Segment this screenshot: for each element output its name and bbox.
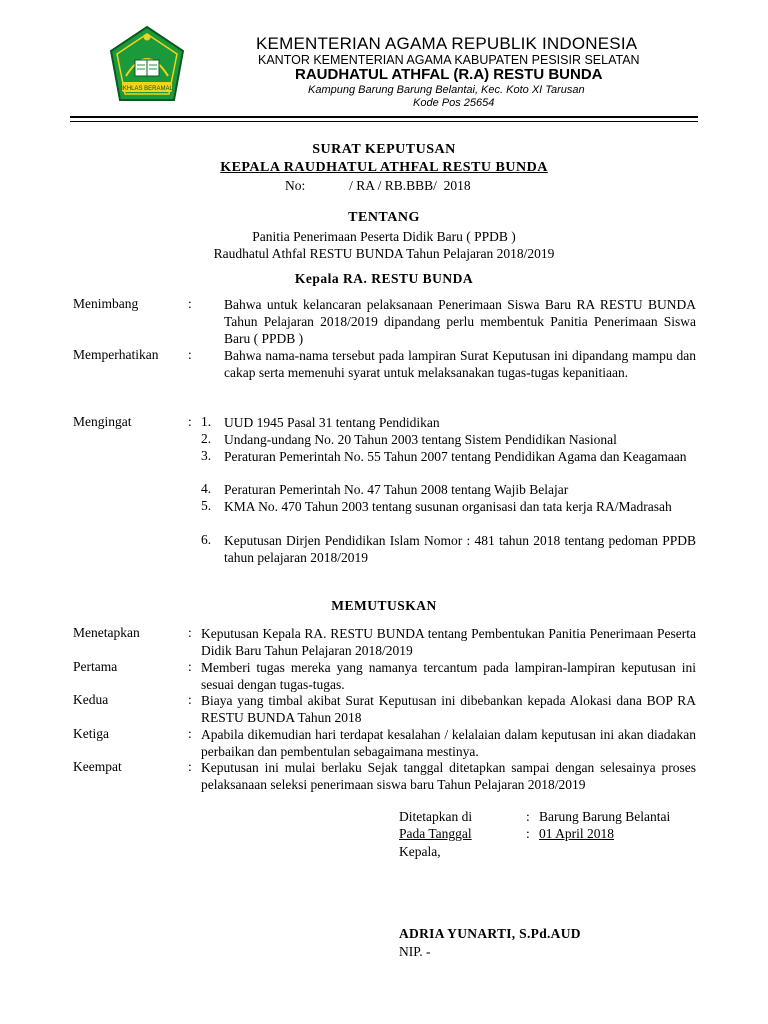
decision-label: Pertama — [73, 659, 118, 674]
office-name: KANTOR KEMENTERIAN AGAMA KABUPATEN PESISIR SELATAN — [258, 53, 640, 67]
header-rule-thin — [70, 121, 698, 122]
about-heading: TENTANG — [348, 210, 420, 225]
mengingat-item: KMA No. 470 Tahun 2003 tentang susunan organisasi dan tata kerja RA/Madrasah — [224, 499, 672, 514]
date-label: Pada Tanggal : — [399, 826, 530, 841]
mengingat-item-num: 2. — [201, 431, 212, 446]
mengingat-item: Peraturan Pemerintah No. 47 Tahun 2008 tentang Wajib Belajar — [224, 482, 569, 497]
mengingat-colon: : — [188, 414, 192, 429]
decision-colon: : — [188, 659, 192, 674]
mengingat-item: UUD 1945 Pasal 31 tentang Pendidikan — [224, 415, 440, 430]
school-postcode: Kode Pos 25654 — [413, 97, 495, 109]
document-subtitle: KEPALA RAUDHATUL ATHFAL RESTU BUNDA — [220, 160, 548, 175]
mengingat-label: Mengingat — [73, 414, 132, 429]
decision-heading: MEMUTUSKAN — [331, 598, 437, 613]
place-value: Barung Barung Belantai — [539, 809, 671, 824]
decision-text: Keputusan ini mulai berlaku Sejak tanggal ditetapkan sampai dengan selesainya proses pelaksanaan seleksi penerimaan siswa baru Tahun Pelajaran 2018/2019 — [201, 760, 696, 792]
signer-name: ADRIA YUNARTI, S.Pd.AUD — [399, 926, 581, 941]
place-colon: : — [526, 809, 530, 824]
mengingat-item-num: 4. — [201, 481, 212, 496]
place-label: Ditetapkan di — [399, 809, 473, 824]
document-title: SURAT KEPUTUSAN — [312, 142, 456, 157]
mengingat-item: Undang-undang No. 20 Tahun 2003 tentang Sistem Pendidikan Nasional — [224, 432, 617, 447]
mengingat-item: Keputusan Dirjen Pendidikan Islam Nomor : 481 tahun 2018 tentang pedoman PPDB tahun pelajaran 2018/2019 — [224, 533, 696, 565]
mengingat-item-num: 3. — [201, 448, 212, 463]
mengingat-item-num: 5. — [201, 498, 212, 513]
menimbang-label: Menimbang — [73, 296, 139, 311]
decision-colon: : — [188, 625, 192, 640]
ministry-logo-icon — [104, 24, 190, 110]
menimbang-text: Bahwa untuk kelancaran pelaksanaan Penerimaan Siswa Baru RA RESTU BUNDA Tahun Pelajaran 2018/2019 dipandang perlu membentuk Panitia Penerimaan Siswa Baru ( PPDB ) — [224, 297, 696, 346]
header-rule-thick — [70, 116, 698, 118]
school-name: RAUDHATUL ATHFAL (R.A) RESTU BUNDA — [295, 66, 603, 83]
signer-role: Kepala, — [399, 844, 441, 859]
decision-colon: : — [188, 692, 192, 707]
about-line-1: Panitia Penerimaan Peserta Didik Baru ( PPDB ) — [252, 229, 516, 244]
decision-text: Apabila dikemudian hari terdapat kesalahan / kelalaian dalam keputusan ini akan diadakan perbaikan dan pembentulan sebagaimana mestinya. — [201, 727, 696, 759]
memperhatikan-text: Bahwa nama-nama tersebut pada lampiran Surat Keputusan ini dipandang mampu dan cakap serta memenuhi syarat untuk melaksanakan tugas-tugas kepanitiaan. — [224, 348, 696, 380]
document-number: No: / RA / RB.BBB/ 2018 — [285, 178, 471, 193]
decision-text: Biaya yang timbal akibat Surat Keputusan ini dibebankan kepada Alokasi dana BOP RA RESTU BUNDA Tahun 2018 — [201, 693, 696, 725]
decision-label: Keempat — [73, 759, 122, 774]
decision-label: Kedua — [73, 692, 109, 707]
decision-colon: : — [188, 759, 192, 774]
school-address: Kampung Barung Barung Belantai, Kec. Koto XI Tarusan — [308, 84, 585, 96]
memperhatikan-label: Memperhatikan — [73, 347, 159, 362]
issuer-heading: Kepala RA. RESTU BUNDA — [294, 271, 474, 286]
ministry-name: KEMENTERIAN AGAMA REPUBLIK INDONESIA — [256, 34, 638, 53]
date-value: 01 April 2018 — [539, 826, 615, 841]
mengingat-item: Peraturan Pemerintah No. 55 Tahun 2007 tentang Pendidikan Agama dan Keagamaan — [224, 449, 687, 464]
logo-text: IKHLAS BERAMAL — [121, 86, 173, 92]
decision-label: Menetapkan — [73, 625, 140, 640]
menimbang-colon: : — [188, 296, 192, 311]
decision-colon: : — [188, 726, 192, 741]
decision-text: Keputusan Kepala RA. RESTU BUNDA tentang Pembentukan Panitia Penerimaan Peserta Didik Baru Tahun Pelajaran 2018/2019 — [201, 626, 696, 658]
signer-nip: NIP. - — [399, 944, 431, 959]
memperhatikan-colon: : — [188, 347, 192, 362]
decision-text: Memberi tugas mereka yang namanya tercantum pada lampiran-lampiran keputusan ini sesuai dengan tugas-tugas. — [201, 660, 696, 692]
mengingat-item-num: 1. — [201, 414, 212, 429]
mengingat-item-num: 6. — [201, 532, 212, 547]
about-line-2: Raudhatul Athfal RESTU BUNDA Tahun Pelajaran 2018/2019 — [213, 246, 555, 261]
decision-label: Ketiga — [73, 726, 109, 741]
